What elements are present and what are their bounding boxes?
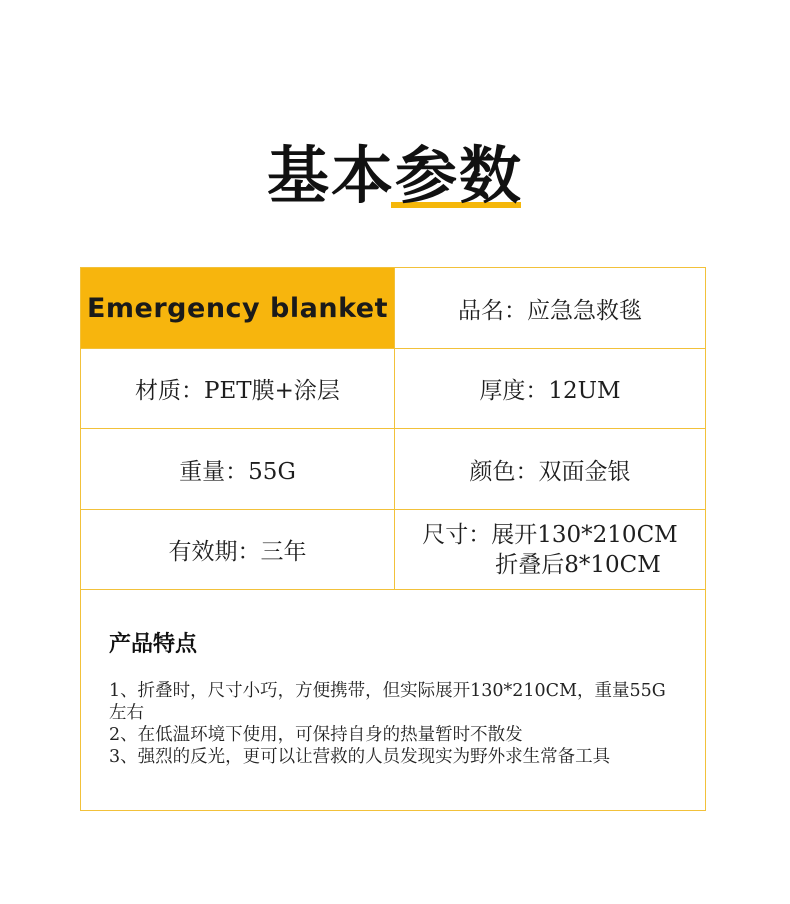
spec-weight: 重量：55G — [81, 429, 395, 509]
title-area — [0, 140, 790, 212]
spec-name: 品名：应急急救毯 — [458, 297, 642, 324]
page-title: 基本参数 — [266, 139, 523, 212]
spec-color: 颜色：双面金银 — [469, 458, 631, 485]
spec-thickness: 厚度：12UM — [479, 378, 621, 404]
brand-label: Emergency blanket — [81, 268, 395, 348]
spec-row — [81, 429, 705, 510]
features-section — [81, 589, 705, 768]
features-list — [109, 680, 677, 768]
spec-table — [80, 267, 706, 811]
spec-validity: 有效期：三年 — [81, 510, 395, 589]
feature-item: 3、强烈的反光，更可以让营救的人员发现实为野外求生常备工具 — [109, 747, 611, 767]
spec-row — [81, 349, 705, 429]
spec-material: 材质：PET膜+涂层 — [81, 349, 395, 428]
size-line-1: 尺寸：展开130*210CM — [422, 521, 678, 548]
features-heading: 产品特点 — [109, 632, 198, 657]
spec-row — [81, 268, 705, 349]
spec-row — [81, 510, 705, 590]
feature-item: 1、折叠时，尺寸小巧，方便携带，但实际展开130*210CM，重量55G左右 — [109, 681, 666, 723]
spec-size — [395, 510, 705, 589]
feature-item: 2、在低温环境下使用，可保持自身的热量暂时不散发 — [109, 725, 523, 745]
size-line-2: 折叠后8*10CM — [495, 551, 661, 578]
